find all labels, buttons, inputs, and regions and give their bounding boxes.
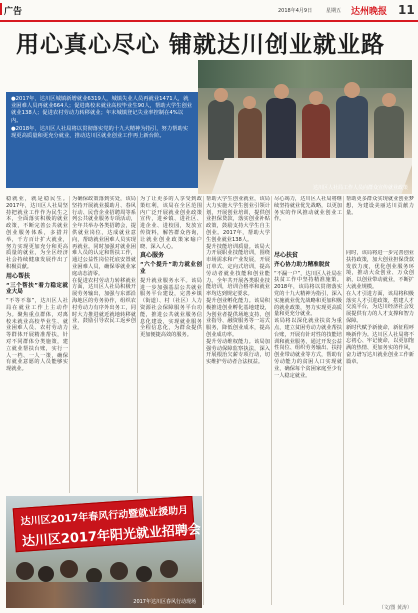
top-photo [198,60,412,194]
bottom-photo-caption: 2017年达川区春风行动现场 [133,599,196,605]
section-heading-3: 尽心扶贫 [274,252,299,259]
article-column-2 [72,196,136,493]
column-5-lower-body-2: 该局将以深化就业扶贫为重点，建立贫困劳动力就业帮扶台账，开展有针对性的技能培训和就业服务，通过开发公益性岗位、组织劳务输出、扶持创业带动就业等方式，帮助有劳动能力的贫困人口实现就业，确保每个贫困家庭至少有一人稳定就业。 [274,318,342,379]
article-headline: 用心真心尽心 铺就达川创业就业路 [16,31,386,58]
article-column-6-top [346,196,414,242]
issue-weekday: 星期五 [326,8,342,14]
article-column-4 [206,196,270,605]
article-column-5 [274,250,342,605]
article-credit: （文/图 黄涛） [378,605,412,611]
column-3-body-2: 提升就业服务水平。该局进一步加强基层公共就业服务平台建设，完善乡镇（街道）、村（社区）人力资源社会保障服务平台功能，推进公共就业服务信息化建设，实现就业服务全程信息化，为群众提供更加便捷高效的服务。 [140,277,202,339]
column-5-lower-body-1: “不漏一户”，达川区人社局在扶贫工作中坚持精准施策。2018年，该局将以贯彻落实党的十九大精神为指引，深入实施就业优先战略和更加积极的就业政策，努力实现更高质量和更充分就业。 [274,270,342,318]
banner-line-2: 达川区2017年阳光就业招聘会 [21,522,202,550]
section-subheading-2: “六个提升”助力就业创业 [140,262,202,275]
bottom-photo [6,496,202,608]
column-4-body-2: 提升技能培训质量。该局大力开展职业技能培训，围绕市场需求和产业发展，开展订单式、定向式培训，提高劳动者就业技能和创业能力。全年共开展各类职业技能培训，培训合格率和就业率均达到规定要求。 [206,243,270,298]
column-4-body-3: 提升创业孵化能力。该局积极推进创业孵化基地建设，为创业者提供场地支持、创业指导、融资服务等一站式服务，降低创业成本，提高创业成功率。 [206,297,270,338]
page-header [0,0,418,22]
article-column-6 [346,250,414,605]
lead-paragraph-1: ●2017年，达川区城镇新增就业6319人，城镇失业人员再就业1471人，就业困难人员再就业664人；促进离校未就业高校毕业生90人，帮助大学生创业就业138人；促进农村劳动力转移就业；年末城镇登记失业率控制在4%以内。 [11,96,193,124]
column-2-body-2: 在促进农村劳动力转移就业方面，达川区人社局积极开展劳务输出，加强与东部沿海地区的劳务协作，组织农村劳动力有序外出务工，同时大力推进就近就地转移就业，鼓励引导农民工返乡创业。 [72,277,136,332]
article-column-3 [140,196,202,493]
page-number: 11 [398,3,415,17]
article-column-1 [6,196,68,493]
article-column-5-top [274,196,342,242]
column-6-lower-body-3: 新时代赋予新使命，新征程呼唤新作为。达川区人社局将不忘初心、牢记使命，以更加饱满的热情、更加务实的作风，奋力谱写达川就业创业工作新篇章。 [346,324,414,365]
section-label: 广告 [4,7,23,17]
newspaper-logo: 达州晚报 [351,7,388,17]
event-banner [13,496,202,552]
column-6-body: 帮助更多群众实现就业创业梦想，为建设美丽达川贡献力量。 [346,196,414,216]
section-heading-1: 用心帮扶 [6,272,31,280]
lead-paragraph-2: ●2018年，达川区人社局将以贯彻落实党的十九大精神为指引，努力帮助实现更高质量和更充分就业，推动达川区就业创业工作再上新台阶。 [11,125,189,140]
section-marker [0,3,2,15]
banner-line-1: 达川区2017年春风行动暨就业援助月 [20,505,189,528]
column-6-lower-body-1: 同时，该局将进一步完善创业扶持政策，加大创业担保贷款发放力度，优化创业服务环境，推动大众创业、万众创新，以创业带动就业，不断扩大就业规模。 [346,250,414,290]
top-photo-caption: 达川区人社局工作人员向群众宣传就业政策 [312,185,408,191]
section-subheading-1: “三个帮扶”着力稳定就业大局 [6,282,68,296]
column-4-body-4: 提升劳动维权能力。该局加强劳动保障监察执法，深入开展根治欠薪专项行动，切实维护劳动者合法权益。 [206,338,270,366]
column-6-lower-body-2: 在人才引进方面，该局将积极落实人才引进政策，搭建人才交流平台，为达川经济社会发展提供有力的人才支撑和智力保障。 [346,290,414,324]
column-5-body: 尽心竭力，达川区人社局将继续坚持就业优先战略，以更加务实的作风推动就业创业工作。 [274,196,342,223]
issue-date: 2018年4月9日 [278,8,313,14]
column-4-body-1: 帮助大学生创业就业，该局大力实施大学生创业引领计划，开展创业培训，提供创业担保贷款，落实创业补贴政策，鼓励支持大学生自主创业。2017年，帮助大学生创业就业138人。 [206,196,270,243]
column-1-body: “不等不靠”，达川区人社局在就业工作上主动作为。聚焦重点群体，对离校未就业高校毕业生、就业困难人员、农村劳动力等群体开展精准帮扶，针对不同群体分类施策，建立就业帮扶台账，实行一人一档、一人一策，确保有就业意愿的人员能够实现就业。 [6,298,68,373]
section-heading-2: 真心服务 [140,252,165,260]
section-subheading-3: 齐心协力助力精准脱贫 [274,261,330,268]
column-3-body-1: 为了让更多的人享受到政策红利，该局在全区范围内广泛开展就业创业政策宣传，进乡镇、进社区、进企业、进校园，发放宣传资料，解答群众咨询，让就业创业政策家喻户晓、深入人心。 [140,196,202,250]
column-2-body-1: 为确保政策落到实处，该局坚持开展就业援助月、春风行动、民营企业招聘周等系列公共就业服务专项活动，全年共举办各类招聘会，提供就业岗位，达成就业意向，帮助就业困难人员实现再就业。同时加强对就业困难人员的认定和帮扶工作，通过公益性岗位托底安置就业困难人员，确保零就业家庭动态清零。 [72,196,136,277]
lead-summary-box [6,92,198,188]
intro-paragraph: 稳就业，就是稳民生。2017年，达川区人社局坚持把就业工作作为民生之本，全面落实积极的就业政策，不断完善公共就业创业服务体系，多措并举，千方百计扩大就业，努力实现更加充分和更高质量的就业，为全区经济社会持续健康发展作出了积极贡献。 [6,196,68,270]
